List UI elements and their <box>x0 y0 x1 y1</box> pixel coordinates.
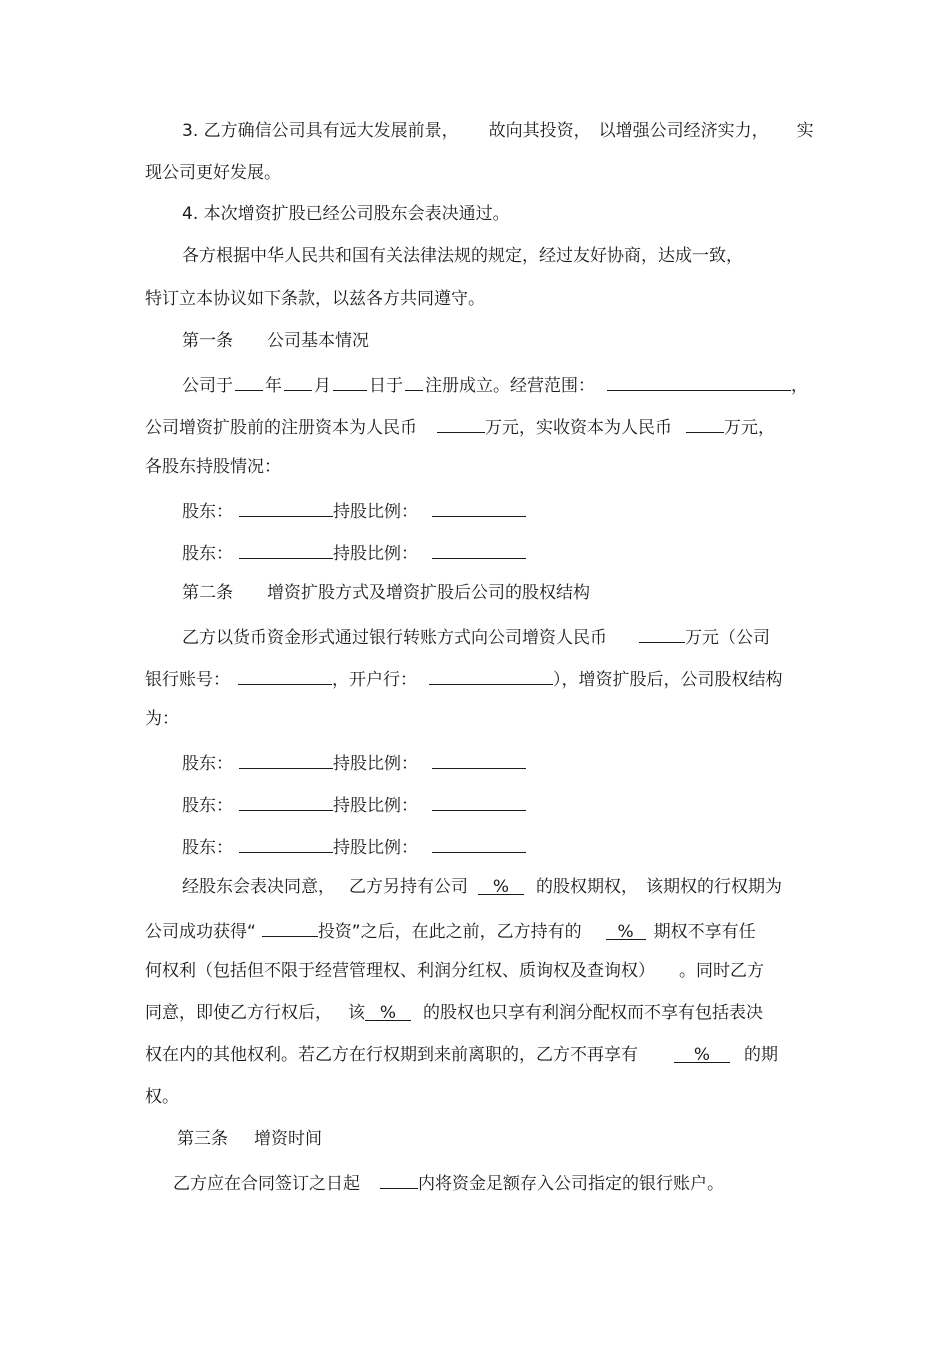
text: 权在内的其他权利。若乙方在行权期到来前离职的，乙方不再享有 <box>145 1045 638 1065</box>
text: 实 <box>796 121 814 141</box>
blank-bank-account[interactable] <box>238 666 332 685</box>
article-1-line-1 <box>182 372 808 397</box>
text: 乙方应在合同签订之日起 <box>173 1174 360 1194</box>
article-3-heading <box>177 1128 322 1150</box>
text: ， <box>791 376 808 396</box>
text: 万元， <box>724 418 775 438</box>
blank-month[interactable] <box>284 372 312 391</box>
shareholder-row <box>182 498 526 523</box>
article-1-heading <box>182 330 369 352</box>
blank-shareholder[interactable] <box>239 792 333 811</box>
text: 万元（公司 <box>685 628 770 648</box>
text: 银行账号： <box>145 670 230 690</box>
article-number: 第三条 <box>177 1129 228 1149</box>
text: 的期 <box>744 1045 778 1065</box>
blank-ratio[interactable] <box>432 834 526 853</box>
blank-day[interactable] <box>333 372 367 391</box>
article-number: 第一条 <box>182 331 233 351</box>
ratio-label: 持股比例： <box>333 754 418 774</box>
article-number: 第二条 <box>182 583 233 603</box>
paragraph-3-line-1 <box>182 120 814 142</box>
shareholder-label: 股东： <box>182 838 233 858</box>
blank-registered-capital[interactable] <box>437 414 485 433</box>
shareholder-row <box>182 750 526 775</box>
article-title: 公司基本情况 <box>267 331 369 351</box>
text: 的股权期权， <box>536 877 638 897</box>
ratio-label: 持股比例： <box>333 796 418 816</box>
blank-ratio[interactable] <box>432 540 526 559</box>
text: 故向其投资， <box>488 121 591 141</box>
option-line-1 <box>182 876 782 898</box>
text: 公司增资扩股前的注册资本为人民币 <box>145 418 417 438</box>
article-1-line-2 <box>145 414 775 439</box>
article-2-heading <box>182 582 590 604</box>
text: 以增强公司经济实力， <box>598 121 769 141</box>
paragraph-3-line-2: 现公司更好发展。 <box>145 163 281 183</box>
blank-registry[interactable] <box>405 372 423 391</box>
blank-ratio[interactable] <box>432 750 526 769</box>
text: 日于 <box>369 376 403 396</box>
blank-shareholder[interactable] <box>239 540 333 559</box>
blank-shareholder[interactable] <box>239 834 333 853</box>
blank-bank-name[interactable] <box>429 666 553 685</box>
text: 公司于 <box>182 376 233 396</box>
blank-deposit-period[interactable] <box>380 1170 418 1189</box>
ratio-label: 持股比例： <box>333 544 418 564</box>
blank-forfeit-percent[interactable]: % <box>674 1044 730 1063</box>
paragraph-4: 4. 本次增资扩股已经公司股东会表决通过。 <box>182 204 510 224</box>
text: 乙方以货币资金形式通过银行转账方式向公司增资人民币 <box>182 628 607 648</box>
text: 投资”之后，在此之前，乙方持有的 <box>317 922 582 942</box>
preamble-line-1: 各方根据中华人民共和国有关法律法规的规定，经过友好协商，达成一致， <box>182 246 743 266</box>
blank-shareholder[interactable] <box>239 498 333 517</box>
preamble-line-2: 特订立本协议如下条款，以兹各方共同遵守。 <box>145 289 485 309</box>
shareholder-label: 股东： <box>182 544 233 564</box>
blank-shareholder[interactable] <box>239 750 333 769</box>
text: 该期权的行权期为 <box>646 877 782 897</box>
option-line-2 <box>145 918 756 943</box>
ratio-label: 持股比例： <box>333 502 418 522</box>
shareholder-row <box>182 540 526 565</box>
text: 。同时乙方 <box>679 961 764 981</box>
text: 经股东会表决同意， <box>182 877 335 897</box>
blank-business-scope[interactable] <box>607 372 791 391</box>
text: ，开户行： <box>332 670 417 690</box>
text: 3. 乙方确信公司具有远大发展前景， <box>182 121 459 141</box>
text: 何权利（包括但不限于经营管理权、利润分红权、质询权及查询权） <box>145 961 655 981</box>
article-2-line-1 <box>182 624 770 649</box>
article-2-line-3: 为： <box>145 709 179 729</box>
ratio-label: 持股比例： <box>333 838 418 858</box>
text: 乙方另持有公司 <box>349 877 468 897</box>
text: 期权不享有任 <box>653 922 756 942</box>
article-1-line-3: 各股东持股情况： <box>145 457 281 477</box>
blank-held-percent[interactable]: % <box>606 921 646 940</box>
option-line-4 <box>145 1002 763 1024</box>
article-3-line-1 <box>173 1170 724 1195</box>
text: 的股权也只享有利润分配权而不享有包括表决 <box>423 1003 763 1023</box>
shareholder-row <box>182 792 526 817</box>
article-2-line-2 <box>145 666 783 691</box>
shareholder-label: 股东： <box>182 796 233 816</box>
option-line-6: 权。 <box>145 1087 179 1107</box>
blank-ratio[interactable] <box>432 498 526 517</box>
text: 月 <box>314 376 331 396</box>
text: 万元，实收资本为人民币 <box>485 418 672 438</box>
text: 同意，即使乙方行权后， <box>145 1003 332 1023</box>
blank-paid-capital[interactable] <box>686 414 724 433</box>
text: 内将资金足额存入公司指定的银行账户。 <box>418 1174 724 1194</box>
blank-exercised-percent[interactable]: % <box>365 1002 411 1021</box>
text: 该 <box>348 1003 365 1023</box>
text: 年 <box>265 376 282 396</box>
article-title: 增资扩股方式及增资扩股后公司的股权结构 <box>267 583 590 603</box>
blank-option-percent[interactable]: % <box>478 876 524 895</box>
shareholder-row <box>182 834 526 859</box>
blank-year[interactable] <box>235 372 263 391</box>
option-line-3 <box>145 960 764 982</box>
article-title: 增资时间 <box>254 1129 322 1149</box>
text: 公司成功获得“ <box>145 922 256 942</box>
blank-ratio[interactable] <box>432 792 526 811</box>
text: ），增资扩股后，公司股权结构 <box>553 670 783 690</box>
blank-investment-amount[interactable] <box>639 624 685 643</box>
shareholder-label: 股东： <box>182 502 233 522</box>
text: 注册成立。经营范围： <box>425 376 595 396</box>
option-line-5 <box>145 1044 778 1066</box>
shareholder-label: 股东： <box>182 754 233 774</box>
blank-investment-type[interactable] <box>262 918 318 937</box>
